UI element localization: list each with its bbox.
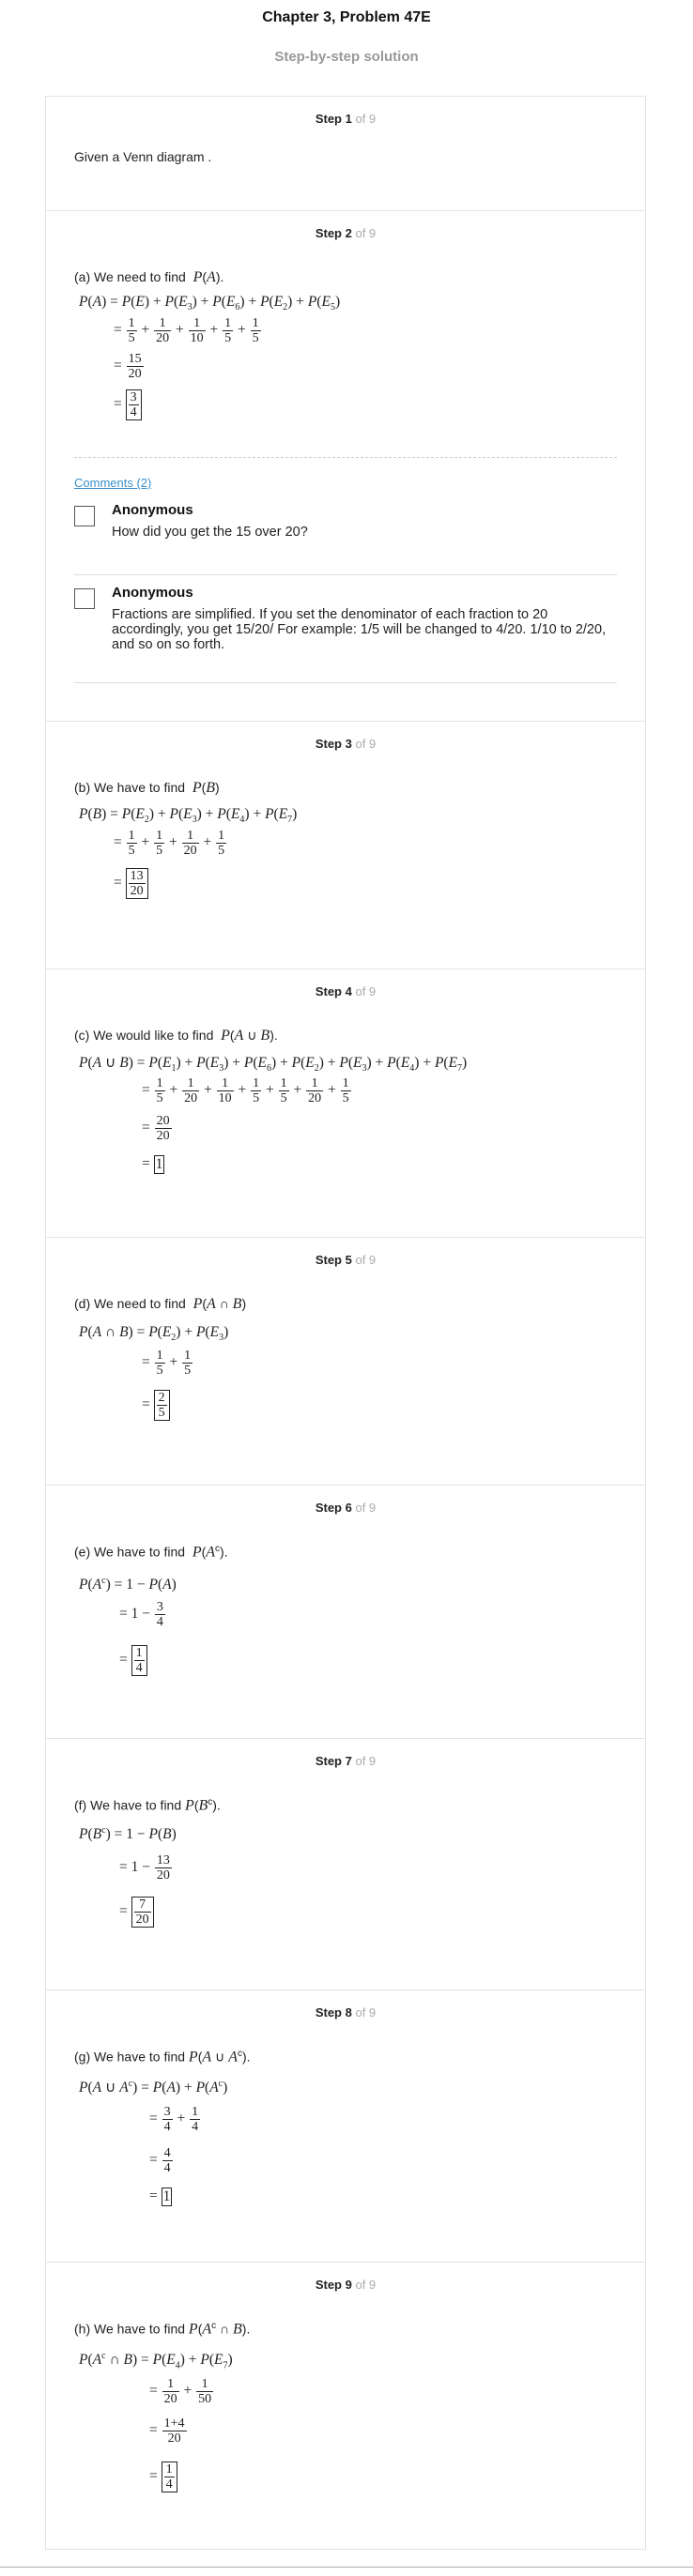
step-label: Step 5 <box>315 1253 352 1267</box>
step-text: (c) We would like to find P(A ∪ B). <box>74 1028 278 1044</box>
equation-line: = $\frac{1}{5}$ + $\frac{1}{5}$ + $\frac{1}{20}$ + $\frac{1}{5}$ <box>114 829 225 858</box>
equation-line: = $\frac{1}{5}$ + $\frac{1}{5}$ <box>142 1349 192 1378</box>
equation-line: = $\frac{20}{20}$ <box>142 1114 170 1143</box>
step-text: Given a Venn diagram . <box>74 149 212 164</box>
step-count: of 9 <box>355 2278 377 2292</box>
equation-answer: = $\frac{1}{4}$ <box>149 2462 177 2492</box>
step-4 <box>46 969 645 1238</box>
step-count: of 9 <box>355 226 377 240</box>
step-count: of 9 <box>355 112 377 126</box>
comment-author: Anonymous <box>112 585 193 601</box>
step-heading <box>46 1253 645 1267</box>
comment-text: Fractions are simplified. If you set the denominator of each fraction to 20 accordingly, you get 15/20/ For example: 1/5 will be changed to 4/20. 1/10 to 2/20, and so on so forth. <box>112 607 607 652</box>
step-heading <box>46 2278 645 2292</box>
step-count: of 9 <box>355 737 377 751</box>
step-label: Step 1 <box>315 112 352 126</box>
step-3 <box>46 722 645 969</box>
step-text: (f) We have to find $P(B^c)$. <box>74 1797 221 1814</box>
equation-line: $P(A) = P(E) + P(E_3) + P(E_6) + P(E_2) + P(E_5)$ <box>79 294 341 313</box>
step-label: Step 6 <box>315 1501 352 1515</box>
step-heading <box>46 984 645 998</box>
comments-link[interactable]: Comments (2) <box>74 476 152 490</box>
step-6 <box>46 1486 645 1739</box>
equation-line: $P(B^c) = 1 - P(B)$ <box>79 1825 177 1843</box>
equation-line: = 1 − $\frac{13}{20}$ <box>119 1853 170 1882</box>
step-intro: (h) We have to find <box>74 2321 186 2337</box>
step-label: Step 7 <box>315 1754 352 1768</box>
page-subtitle: Step-by-step solution <box>274 49 419 65</box>
comment-separator <box>74 574 617 575</box>
equation-answer: = $\frac{13}{20}$ <box>114 868 148 899</box>
step-count: of 9 <box>355 1253 377 1267</box>
equation-line: = $\frac{1+4}{20}$ <box>149 2416 185 2446</box>
step-label: Step 9 <box>315 2278 352 2292</box>
comment-separator <box>74 682 617 683</box>
equation-line: $P(A^c$ ∩ $B) = P(E_4) + P(E_7)$ <box>79 2351 233 2371</box>
step-2 <box>46 211 645 722</box>
step-heading <box>46 737 645 751</box>
step-heading <box>46 2005 645 2020</box>
step-text: (g) We have to find P(A ∪ $A^c$). <box>74 2049 251 2065</box>
step-intro: (b) We have to find <box>74 780 186 795</box>
step-label: Step 4 <box>315 984 352 998</box>
equation-line: = $\frac{4}{4}$ <box>149 2146 171 2175</box>
step-intro: (e) We have to find <box>74 1544 186 1560</box>
comment-author: Anonymous <box>112 502 193 518</box>
page-bottom-border <box>0 2567 693 2568</box>
step-heading <box>46 1754 645 1768</box>
step-label: Step 8 <box>315 2005 352 2020</box>
comment-checkbox[interactable] <box>74 588 95 609</box>
equation-line: P(A ∪ $A^c) = P(A) + P(A^c)$ <box>79 2079 228 2096</box>
step-count: of 9 <box>355 2005 377 2020</box>
equation-answer: = $\frac{7}{20}$ <box>119 1897 154 1928</box>
step-intro: (f) We have to find <box>74 1797 182 1813</box>
step-heading <box>46 112 645 126</box>
step-text: (h) We have to find $P(A^c$ ∩ B). <box>74 2321 251 2338</box>
equation-line: P(A ∩ $B) = P(E_2) + P(E_3)$ <box>79 1324 229 1344</box>
equation-answer: = $\frac{3}{4}$ <box>114 389 142 420</box>
step-intro: (a) We need to find <box>74 269 186 284</box>
equation-answer: = 1 <box>142 1155 163 1172</box>
step-label: Step 2 <box>315 226 352 240</box>
equation-line: = $\frac{1}{5}$ + $\frac{1}{20}$ + $\frac{1}{10}$ + $\frac{1}{5}$ + $\frac{1}{5}$ + $\frac{1}{20}$ + $\frac{1}{5}$ <box>142 1076 349 1105</box>
comment-checkbox[interactable] <box>74 506 95 526</box>
step-text: (b) We have to find P(B) <box>74 780 220 796</box>
step-8 <box>46 1990 645 2263</box>
step-heading <box>46 1501 645 1515</box>
equation-line: = $\frac{15}{20}$ <box>114 352 142 381</box>
equation-line: = $\frac{1}{20}$ + $\frac{1}{50}$ <box>149 2377 212 2406</box>
step-intro: (g) We have to find <box>74 2049 186 2065</box>
comment <box>74 502 617 558</box>
step-text: (a) We need to find P(A). <box>74 269 224 285</box>
page-title: Chapter 3, Problem 47E <box>262 9 431 25</box>
step-9 <box>46 2263 645 2550</box>
comment-text: How did you get the 15 over 20? <box>112 525 308 540</box>
step-1 <box>46 97 645 211</box>
equation-line: = 1 − $\frac{3}{4}$ <box>119 1600 163 1629</box>
comment <box>74 585 617 678</box>
step-label: Step 3 <box>315 737 352 751</box>
equation-line: P(A ∪ $B) = P(E_1) + P(E_3) + P(E_6) + P(E_2) + P(E_3) + P(E_4) + P(E_7)$ <box>79 1055 468 1075</box>
step-intro: (c) We would like to find <box>74 1028 214 1043</box>
equation-line: = $\frac{3}{4}$ + $\frac{1}{4}$ <box>149 2105 199 2134</box>
equation-answer: = $\frac{2}{5}$ <box>142 1390 170 1421</box>
step-heading <box>46 226 645 240</box>
step-text: (e) We have to find $P(A^c)$. <box>74 1544 228 1561</box>
step-7 <box>46 1739 645 1990</box>
step-count: of 9 <box>355 984 377 998</box>
equation-answer: = $\frac{1}{4}$ <box>119 1645 147 1676</box>
equation-answer: = 1 <box>149 2187 171 2204</box>
divider <box>74 457 617 458</box>
equation-line: $P(A^c) = 1 - P(A)$ <box>79 1576 177 1593</box>
step-5 <box>46 1238 645 1486</box>
equation-line: $P(B) = P(E_2) + P(E_3) + P(E_4) + P(E_7)$ <box>79 806 298 826</box>
step-count: of 9 <box>355 1501 377 1515</box>
step-text: (d) We need to find P(A ∩ B) <box>74 1296 247 1312</box>
solution-card <box>45 96 646 2550</box>
equation-line: = $\frac{1}{5}$ + $\frac{1}{20}$ + $\frac{1}{10}$ + $\frac{1}{5}$ + $\frac{1}{5}$ <box>114 316 259 345</box>
step-intro: (d) We need to find <box>74 1296 186 1311</box>
step-count: of 9 <box>355 1754 377 1768</box>
